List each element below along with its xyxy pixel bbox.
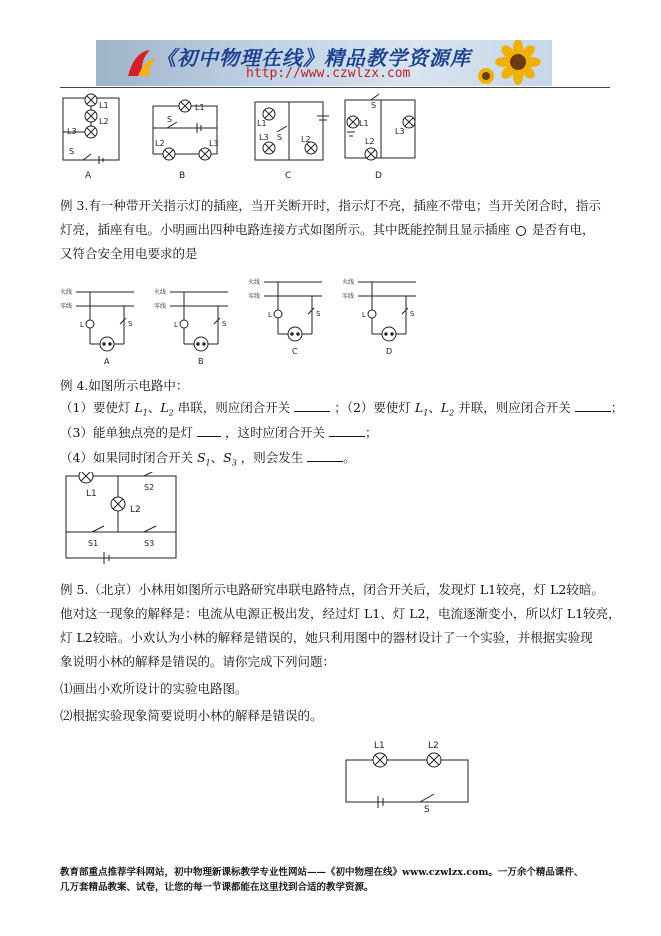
wiring-caption: B bbox=[198, 357, 204, 366]
wiring-switch bbox=[308, 308, 314, 314]
logo-icon bbox=[124, 46, 158, 80]
q1-blank-1[interactable] bbox=[294, 411, 330, 412]
wiring-switch-label: S bbox=[128, 320, 133, 328]
example5-line4: 象说明小林的解释是错误的。请你完成下列问题： bbox=[60, 654, 336, 669]
wiring-switch bbox=[214, 318, 220, 324]
circuit-b bbox=[153, 100, 217, 160]
wiring-socket bbox=[100, 337, 114, 351]
wiring-neutral-label: 零线 bbox=[248, 293, 261, 300]
footer-line2: 几万套精品教案、试卷，让您的每一节课都能在这里找到合适的教学资源。 bbox=[60, 882, 374, 893]
wiring-switch bbox=[402, 308, 408, 314]
header-rule bbox=[60, 87, 610, 88]
q2-text-a: （3）能单独点亮的是灯 bbox=[60, 425, 193, 440]
q1-blank-2[interactable] bbox=[575, 411, 611, 412]
q3-s3: $S_3$ bbox=[223, 450, 237, 468]
wiring-socket-pin-left bbox=[197, 343, 199, 345]
circuit-c-l3: L3 bbox=[259, 133, 269, 142]
wiring-socket-pin-left bbox=[385, 333, 387, 335]
wiring-lamp-label: L bbox=[80, 321, 84, 329]
example3-line2-text: 灯亮，插座有电。小明画出四种电路连接方式如图所示。其中既能控制且显示插座 bbox=[60, 222, 511, 237]
example3-line2b-text: 是否有电， bbox=[531, 222, 595, 237]
ex5-s: S bbox=[424, 805, 430, 812]
q1-lamp1b: $L_1$ bbox=[414, 400, 429, 418]
q1-text-b: 串联，则应闭合开关 bbox=[177, 400, 291, 415]
figure-example5-circuit bbox=[340, 736, 474, 812]
wiring-socket bbox=[288, 327, 302, 341]
sunflower-icon bbox=[476, 40, 552, 86]
wiring-b bbox=[154, 288, 228, 366]
circuit-a-l2: L2 bbox=[99, 117, 109, 126]
banner-title: 《初中物理在线》精品教学资源库 bbox=[156, 46, 471, 70]
wiring-socket-pin-right bbox=[203, 343, 205, 345]
wiring-socket-pin-right bbox=[297, 333, 299, 335]
wiring-live-label: 火线 bbox=[248, 279, 261, 286]
example5-line1: 例 5.（北京）小林用如图所示电路研究串联电路特点，闭合开关后，发现灯 L1较亮，灯 L2较暗。 bbox=[60, 582, 604, 597]
example5-line2: 他对这一现象的解释是：电流从电源正极出发，经过灯 L1、灯 L2，电流逐渐变小，所以灯 L1较亮， bbox=[60, 606, 621, 621]
wiring-lamp bbox=[86, 320, 94, 328]
caption-a: A bbox=[85, 171, 92, 181]
wiring-lamp-label: L bbox=[268, 311, 272, 319]
caption-b: B bbox=[179, 171, 186, 181]
circuit-a-l3: L3 bbox=[67, 127, 77, 136]
example3-line3: 又符合安全用电要求的是 bbox=[60, 246, 198, 261]
wiring-switch bbox=[120, 318, 126, 324]
wiring-lamp bbox=[274, 310, 282, 318]
wiring-lamp-label: L bbox=[174, 321, 178, 329]
example3-line1: 例 3.有一种带开关指示灯的插座，当开关断开时，指示灯不亮，插座不带电；当开关闭合时，指示 bbox=[60, 198, 601, 213]
wiring-neutral-label: 零线 bbox=[154, 303, 167, 310]
figure-example4-circuit bbox=[60, 472, 184, 564]
example5-line6: ⑵根据实验现象简要说明小林的解释是错误的。 bbox=[60, 708, 323, 723]
wiring-switch-label: S bbox=[410, 310, 415, 318]
q3-blank[interactable] bbox=[307, 461, 343, 462]
ex4-s2: S2 bbox=[144, 483, 155, 492]
example3-line2 bbox=[60, 222, 610, 238]
circuit-c-l2: L2 bbox=[301, 135, 311, 144]
circuit-d-l2: L2 bbox=[365, 137, 375, 146]
wiring-socket-pin-left bbox=[291, 333, 293, 335]
circuit-d-l1: L1 bbox=[359, 119, 369, 128]
wiring-live-label: 火线 bbox=[60, 289, 73, 296]
wiring-caption: C bbox=[292, 347, 298, 356]
ex4-s3: S3 bbox=[144, 539, 155, 548]
example4-q2: （3）能单独点亮的是灯 ，这时应闭合开关 ； bbox=[60, 425, 378, 440]
footer-line1: 教育部重点推荐学科网站，初中物理新课标教学专业性网站——《初中物理在线》www.czwlzx.com。一万余个精品课件、 bbox=[60, 867, 584, 878]
ex5-l2: L2 bbox=[428, 741, 439, 751]
ex4-l1: L1 bbox=[86, 489, 97, 499]
wiring-switch-label: S bbox=[222, 320, 227, 328]
caption-d: D bbox=[375, 171, 382, 181]
banner-url[interactable]: http://www.czwlzx.com bbox=[246, 66, 411, 81]
q1-text-d: 并联，则应闭合开关 bbox=[458, 400, 571, 415]
q1-lamp2b: $L_2$ bbox=[440, 400, 455, 418]
example4-q3: （4）如果同时闭合开关 $S_1$、$S_3$ ，则会发生 。 bbox=[60, 450, 356, 468]
ex4-s1: S1 bbox=[88, 539, 99, 548]
q2-text-b: ，这时应闭合开关 bbox=[224, 425, 325, 440]
wiring-lamp bbox=[368, 310, 376, 318]
socket-symbol bbox=[516, 226, 526, 236]
wiring-socket-pin-right bbox=[391, 333, 393, 335]
example4-q1: （1）要使灯 $L_1$、$L_2$ 串联，则应闭合开关 ；（2）要使灯 $L_1$、$L_2$ 并联，则应闭合开关 ； bbox=[60, 400, 624, 418]
wiring-live-label: 火线 bbox=[154, 289, 167, 296]
example4-title: 例 4.如图所示电路中： bbox=[60, 378, 189, 393]
wiring-lamp-label: L bbox=[362, 311, 366, 319]
circuit-b-s: S bbox=[167, 115, 173, 124]
ex5-l1: L1 bbox=[374, 741, 385, 751]
wiring-caption: D bbox=[386, 347, 393, 356]
wiring-socket bbox=[194, 337, 208, 351]
wiring-c bbox=[248, 278, 322, 356]
circuit-c-s: S bbox=[277, 133, 283, 142]
wiring-live-label: 火线 bbox=[342, 279, 355, 286]
wiring-neutral-label: 零线 bbox=[342, 293, 355, 300]
ex4-l2: L2 bbox=[130, 505, 141, 515]
q1-text-c: ；（2）要使灯 bbox=[334, 400, 411, 415]
example5-line5: ⑴画出小欢所设计的实验电路图。 bbox=[60, 681, 248, 696]
wiring-socket-pin-left bbox=[103, 343, 105, 345]
q1-lamp1: $L_1$ bbox=[134, 400, 148, 418]
q2-blank-2[interactable] bbox=[329, 436, 365, 437]
circuit-d-l3: L3 bbox=[395, 127, 405, 136]
q3-text-a: （4）如果同时闭合开关 bbox=[60, 450, 193, 465]
wiring-switch-label: S bbox=[316, 310, 321, 318]
circuit-a-s: S bbox=[69, 147, 75, 156]
wiring-neutral-label: 零线 bbox=[60, 303, 73, 310]
figure-circuits-abcd bbox=[55, 92, 435, 184]
circuit-d-s: S bbox=[371, 101, 377, 110]
wiring-lamp bbox=[180, 320, 188, 328]
q1-text-a: （1）要使灯 bbox=[60, 400, 131, 415]
circuit-b-l2: L2 bbox=[155, 139, 165, 148]
example5-line3: 灯 L2较暗。小欢认为小林的解释是错误的，她只利用图中的器材设计了一个实验，并根据实验现 bbox=[60, 630, 593, 645]
circuit-a-l1: L1 bbox=[99, 101, 109, 110]
wiring-caption: A bbox=[104, 357, 110, 366]
wiring-d bbox=[342, 278, 416, 356]
circuit-c-l1: L1 bbox=[257, 119, 267, 128]
circuit-b-l1: L1 bbox=[195, 103, 205, 112]
figure-wiring-abcd bbox=[60, 276, 430, 366]
q2-blank-1[interactable] bbox=[197, 436, 221, 437]
circuit-b-l3: L3 bbox=[209, 139, 219, 148]
q3-text-b: ，则会发生 bbox=[240, 450, 304, 465]
q3-s1: $S_1$ bbox=[196, 450, 211, 468]
header-banner bbox=[96, 40, 552, 86]
wiring-socket-pin-right bbox=[109, 343, 111, 345]
caption-c: C bbox=[285, 171, 292, 181]
q1-lamp2: $L_2$ bbox=[160, 400, 174, 418]
wiring-a bbox=[60, 288, 134, 366]
wiring-socket bbox=[382, 327, 396, 341]
circuit-c bbox=[255, 102, 329, 160]
